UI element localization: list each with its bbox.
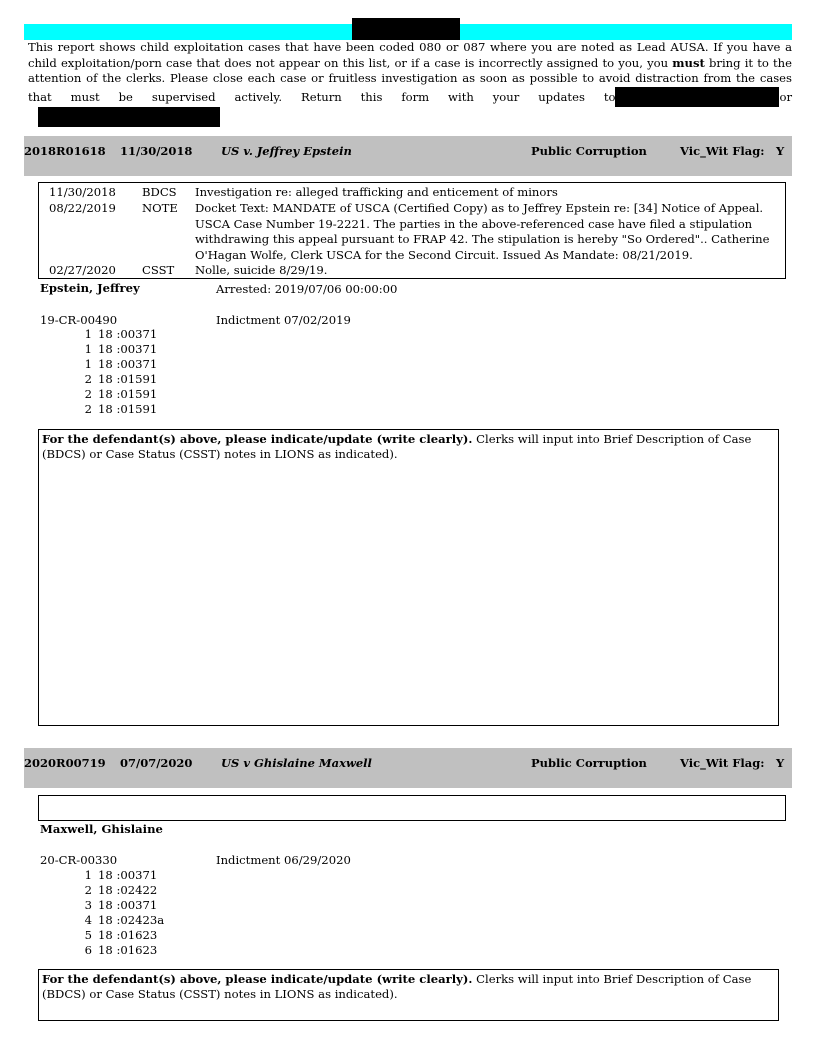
intro-must: must [672, 55, 705, 70]
vic-wit-label: Vic_Wit Flag: [680, 756, 765, 770]
case-number: 2018R01618 [24, 144, 106, 158]
case-program: Public Corruption [531, 756, 647, 770]
case-caption: US v. Jeffrey Epstein [221, 144, 352, 158]
count-number: 1 [84, 327, 92, 341]
count-row [78, 357, 157, 372]
count-statute: 18 :00371 [98, 357, 158, 371]
count-row [78, 327, 157, 342]
count-statute: 18 :00371 [98, 327, 158, 341]
count-number: 2 [84, 372, 92, 386]
count-number: 2 [84, 883, 92, 897]
update-write-box[interactable] [38, 969, 779, 1021]
count-number: 1 [84, 357, 92, 371]
count-statute: 18 :02422 [98, 883, 158, 897]
count-number: 5 [84, 928, 92, 942]
case-notes-box [38, 182, 786, 279]
update-instruction-text: Clerks will input into Brief Description of Case (BDCS) or Case Status (CSST) notes in LIONS as indicated). [42, 432, 752, 462]
intro-text: This report shows child exploitation cases that have been coded 080 or 087 where you are noted as Lead AUSA. If you have a child exploitation/porn case that does not appear on this list, or if a case is incorrectly assigned to you, you [28, 40, 792, 70]
count-statute: 18 :01591 [98, 372, 158, 386]
case-number: 2020R00719 [24, 756, 106, 770]
case-caption: US v Ghislaine Maxwell [221, 756, 372, 770]
count-number: 3 [84, 898, 92, 912]
note-text: Docket Text: MANDATE of USCA (Certified Copy) as to Jeffrey Epstein re: [34] Notice of Appeal. USCA Case Number 19-2221. The parties in the above-referenced case have filed a stipulation withdrawing this appeal pursuant to FRAP 42. The stipulation is hereby "So Ordered".. Catherine O'Hagan Wolfe, Clerk USCA for the Second Circuit. Issued As Mandate: 08/21/2019. [195, 201, 770, 262]
indictment-date: Indictment 06/29/2020 [216, 853, 351, 867]
docket-number: 20-CR-00330 [40, 853, 118, 867]
counts-list [78, 327, 157, 417]
count-row [78, 868, 164, 883]
count-statute: 18 :01591 [98, 402, 158, 416]
note-type: NOTE [142, 201, 178, 215]
count-statute: 18 :00371 [98, 898, 158, 912]
count-statute: 18 :00371 [98, 868, 158, 882]
count-statute: 18 :01623 [98, 928, 158, 942]
redaction-title [352, 18, 460, 40]
note-type: CSST [142, 263, 175, 277]
case-open-date: 11/30/2018 [120, 144, 193, 158]
note-type: BDCS [142, 185, 177, 199]
count-row [78, 913, 164, 928]
case-program: Public Corruption [531, 144, 647, 158]
case-header-band [24, 748, 792, 788]
update-write-box[interactable] [38, 429, 779, 726]
indictment-date: Indictment 07/02/2019 [216, 313, 351, 327]
intro-text-2: bring it to the attention of the clerks. Please close each case or fruitless investigation as soon as possible to avoid distraction from the cases that must be supervised actively. Return this form with your updates to [28, 55, 793, 104]
vic-wit-value: Y [776, 756, 785, 770]
count-number: 2 [84, 402, 92, 416]
count-statute: 18 :01623 [98, 943, 158, 957]
note-text: Nolle, suicide 8/29/19. [195, 263, 328, 277]
intro-paragraph [28, 40, 792, 127]
counts-list [78, 868, 164, 958]
count-row [78, 342, 157, 357]
vic-wit-value: Y [776, 144, 785, 158]
redaction-contact-2 [38, 107, 220, 127]
update-instruction-bold: For the defendant(s) above, please indicate/update (write clearly). [42, 972, 473, 986]
count-number: 1 [84, 868, 92, 882]
count-statute: 18 :02423a [98, 913, 165, 927]
vic-wit-label: Vic_Wit Flag: [680, 144, 765, 158]
update-instruction-text: Clerks will input into Brief Description of Case (BDCS) or Case Status (CSST) notes in LIONS as indicated). [42, 972, 752, 1002]
count-row [78, 387, 157, 402]
count-row [78, 943, 164, 958]
count-row [78, 898, 164, 913]
defendant-name: Epstein, Jeffrey [40, 281, 140, 295]
count-row [78, 402, 157, 417]
case-open-date: 07/07/2020 [120, 756, 193, 770]
defendant-name: Maxwell, Ghislaine [40, 822, 163, 836]
count-number: 2 [84, 387, 92, 401]
intro-or: or [779, 89, 792, 104]
update-instruction-bold: For the defendant(s) above, please indicate/update (write clearly). [42, 432, 473, 446]
count-statute: 18 :01591 [98, 387, 158, 401]
count-number: 1 [84, 342, 92, 356]
count-number: 4 [84, 913, 92, 927]
count-row [78, 372, 157, 387]
count-row [78, 883, 164, 898]
count-statute: 18 :00371 [98, 342, 158, 356]
redaction-contact-1 [615, 87, 779, 107]
case-header-band [24, 136, 792, 176]
note-date: 08/22/2019 [49, 201, 116, 215]
docket-number: 19-CR-00490 [40, 313, 118, 327]
note-date: 11/30/2018 [49, 185, 116, 199]
note-date: 02/27/2020 [49, 263, 116, 277]
case-notes-box [38, 795, 786, 821]
count-number: 6 [84, 943, 92, 957]
arrest-info: Arrested: 2019/07/06 00:00:00 [216, 282, 398, 296]
count-row [78, 928, 164, 943]
note-text: Investigation re: alleged trafficking and enticement of minors [195, 185, 558, 199]
